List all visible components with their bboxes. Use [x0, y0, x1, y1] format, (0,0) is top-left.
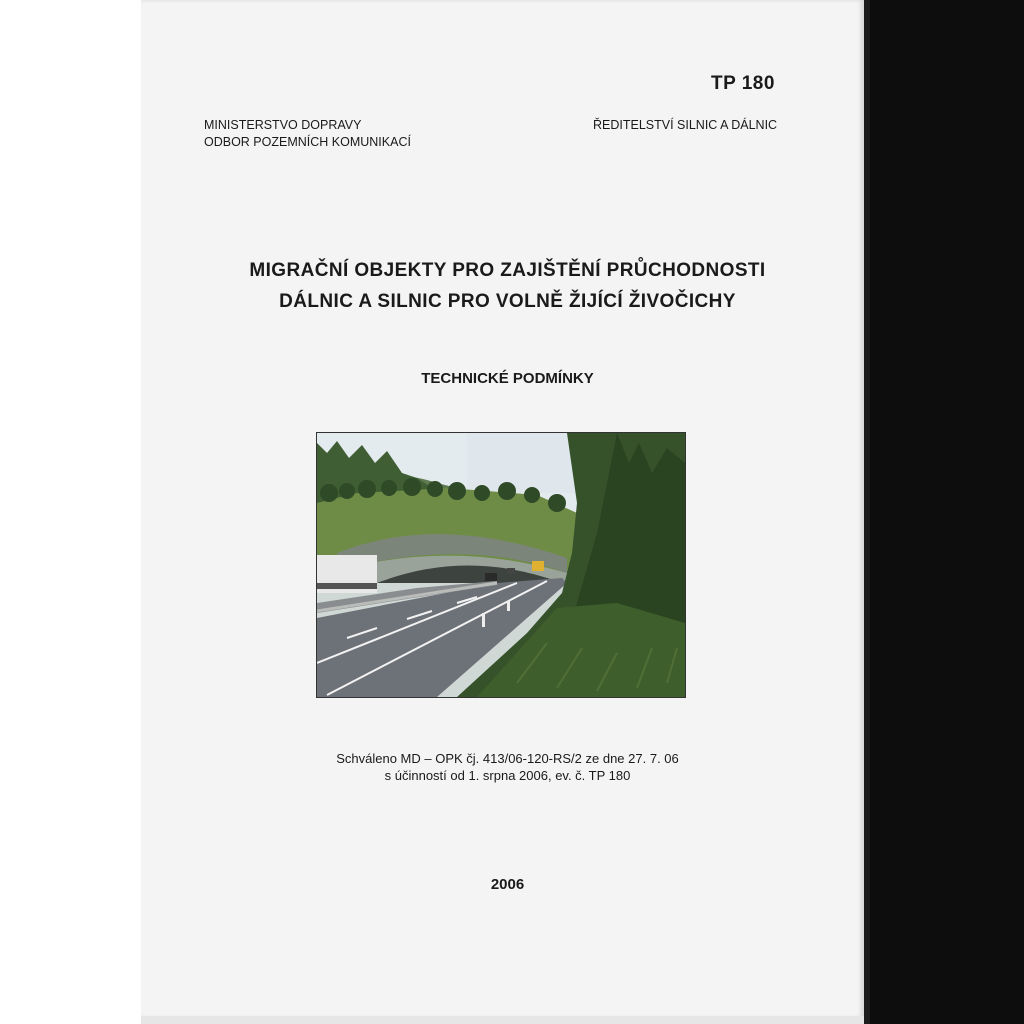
title-line-2: DÁLNIC A SILNIC PRO VOLNĚ ŽIJÍCÍ ŽIVOČICHY	[279, 291, 736, 312]
document-code: TP 180	[711, 73, 775, 94]
document-title	[200, 255, 815, 317]
approval-line-2: s účinností od 1. srpna 2006, ev. č. TP 180	[384, 768, 631, 783]
background-shadow	[870, 0, 1024, 1024]
publication-year: 2006	[490, 876, 525, 893]
issuer-ministry	[204, 117, 411, 151]
issuer-directorate: ŘEDITELSTVÍ SILNIC A DÁLNIC	[593, 118, 778, 132]
document-subtitle: TECHNICKÉ PODMÍNKY	[421, 370, 594, 387]
approval-line-1: Schváleno MD – OPK čj. 413/06-120-RS/2 ze dne 27. 7. 06	[336, 751, 679, 766]
title-line-1: MIGRAČNÍ OBJEKTY PRO ZAJIŠTĚNÍ PRŮCHODNOSTI	[249, 260, 766, 281]
approval-statement	[200, 750, 815, 784]
cover-bottom-edge	[141, 1016, 864, 1024]
issuer-ministry-line: MINISTERSTVO DOPRAVY	[204, 118, 362, 132]
issuer-department-line: ODBOR POZEMNÍCH KOMUNIKACÍ	[204, 135, 411, 149]
cover-photo-wildlife-bridge	[316, 432, 686, 698]
